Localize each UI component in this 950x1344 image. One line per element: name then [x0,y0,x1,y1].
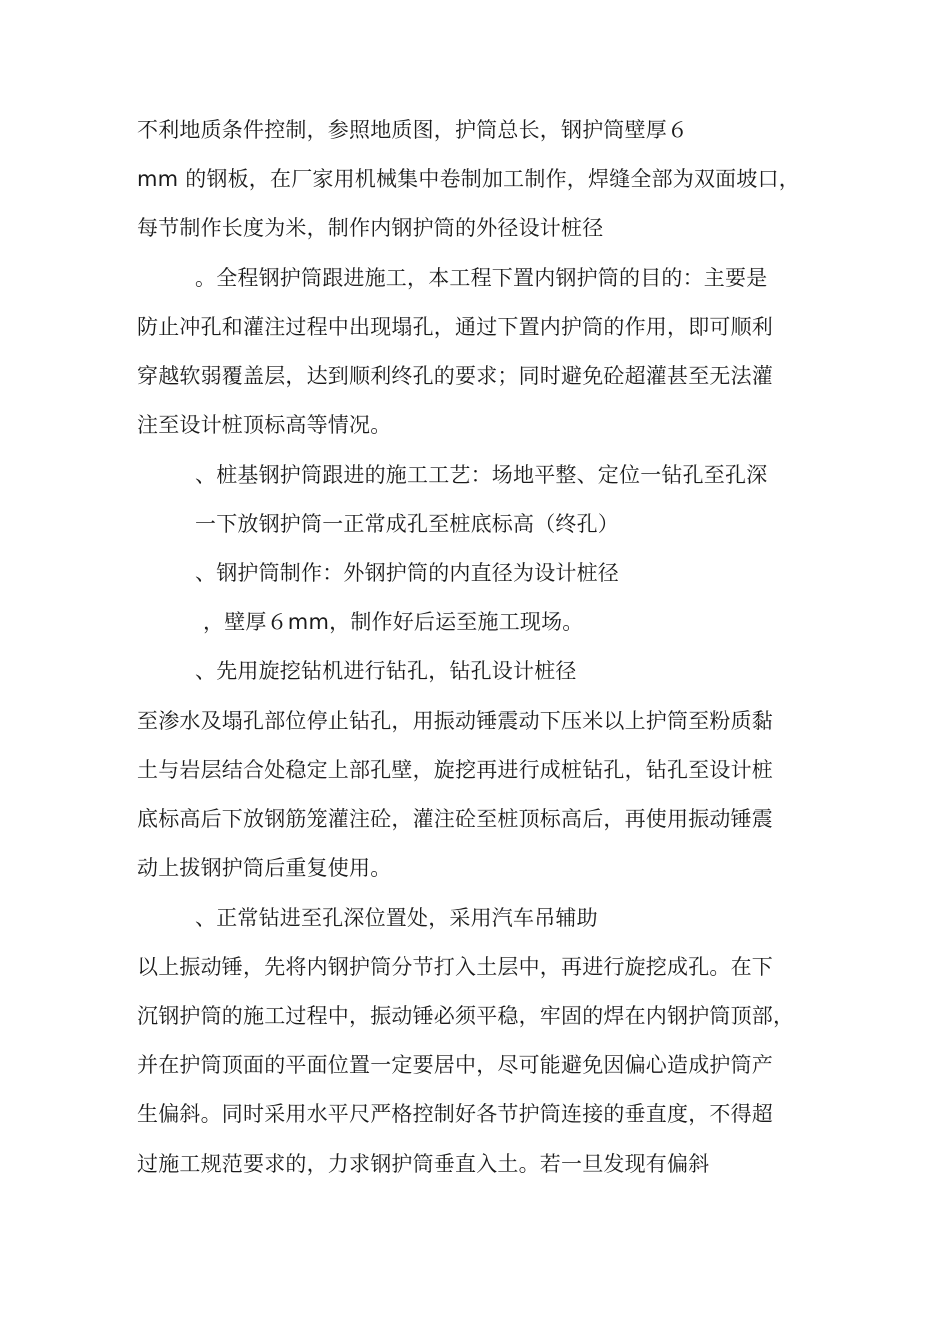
text-line-3: 每节制作长度为米，制作内钢护筒的外径设计桩径 [137,216,604,240]
text-line-8: 、桩基钢护筒跟进的施工工艺：场地平整、定位一钻孔至孔深 [195,463,768,487]
text-line-21: 生偏斜。同时采用水平尺严格控制好各节护筒连接的垂直度，不得超 [137,1102,773,1126]
text-line-6: 穿越软弱覆盖层，达到顺利终孔的要求；同时避免砼超灌甚至无法灌 [137,364,773,388]
text-line-10: 、钢护筒制作：外钢护筒的内直径为设计桩径 [195,561,619,585]
text-line-2: mm 的钢板，在厂家用机械集中卷制加工制作，焊缝全部为双面坡口， [137,167,800,191]
text-line-16: 动上拔钢护筒后重复使用。 [137,856,392,880]
text-line-22: 过施工规范要求的，力求钢护筒垂直入土。若一旦发现有偏斜 [137,1152,710,1176]
text-line-4: 。全程钢护筒跟进施工，本工程下置内钢护筒的目的：主要是 [195,266,768,290]
text-line-20: 并在护筒顶面的平面位置一定要居中，尽可能避免因偏心造成护筒产 [137,1053,773,1077]
text-line-5: 防止冲孔和灌注过程中出现塌孔，通过下置内护筒的作用，即可顺利 [137,315,773,339]
text-line-9: 一下放钢护筒一正常成孔至桩底标高（终孔） [195,512,619,536]
text-line-11: ，壁厚６mm，制作好后运至施工现场。 [203,610,584,634]
text-line-14: 土与岩层结合处稳定上部孔壁，旋挖再进行成桩钻孔，钻孔至设计桩 [137,758,773,782]
text-line-1: 不利地质条件控制，参照地质图，护筒总长，钢护筒壁厚６ [137,118,689,142]
text-line-18: 以上振动锤，先将内钢护筒分节打入土层中，再进行旋挖成孔。在下 [137,955,773,979]
text-line-19: 沉钢护筒的施工过程中，振动锤必须平稳，牢固的焊在内钢护筒顶部， [137,1004,795,1028]
text-line-7: 注至设计桩顶标高等情况。 [137,413,392,437]
text-line-12: 、先用旋挖钻机进行钻孔，钻孔设计桩径 [195,659,577,683]
text-line-17: 、正常钻进至孔深位置处，采用汽车吊辅助 [195,906,598,930]
text-line-15: 底标高后下放钢筋笼灌注砼，灌注砼至桩顶标高后，再使用振动锤震 [137,807,773,831]
text-line-13: 至渗水及塌孔部位停止钻孔，用振动锤震动下压米以上护筒至粉质黏 [137,709,773,733]
